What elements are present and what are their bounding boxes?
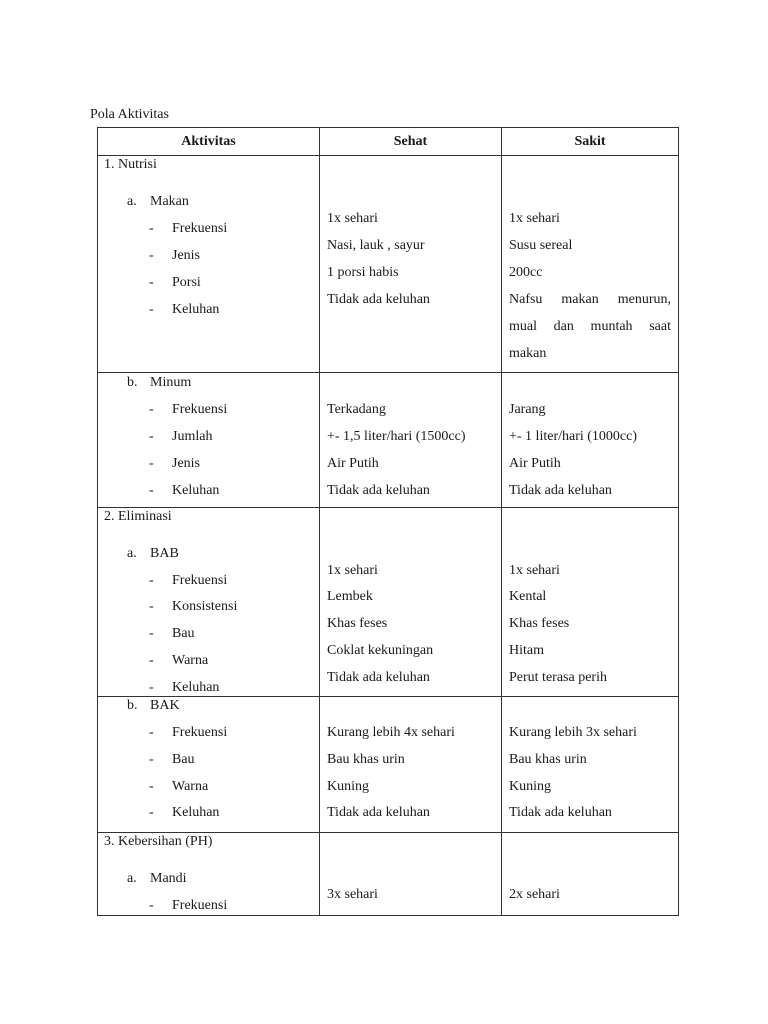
sakit-cell xyxy=(502,833,679,916)
sakit-value: Kental xyxy=(509,589,547,604)
dash: - xyxy=(149,626,154,641)
sakit-value: Hitam xyxy=(509,643,544,658)
sehat-value: 3x sehari xyxy=(327,887,378,902)
sub-label: BAB xyxy=(150,546,179,561)
sehat-value: Kuning xyxy=(327,779,369,794)
list-item: Warna xyxy=(172,779,209,794)
activity-cell xyxy=(98,156,320,373)
table-header-row xyxy=(98,128,679,156)
sakit-cell xyxy=(502,508,679,697)
dash: - xyxy=(149,456,154,471)
sehat-value: 1x sehari xyxy=(327,563,378,578)
header-sehat: Sehat xyxy=(320,128,502,156)
sakit-cell xyxy=(502,697,679,833)
sub-marker: a. xyxy=(127,194,137,209)
section-label: 2. Eliminasi xyxy=(104,509,172,524)
list-item: Jenis xyxy=(172,248,200,263)
sehat-value: +- 1,5 liter/hari (1500cc) xyxy=(327,429,466,444)
activity-cell xyxy=(98,697,320,833)
sakit-cell xyxy=(502,373,679,508)
sub-label: Minum xyxy=(150,375,192,390)
page-title: Pola Aktivitas xyxy=(90,107,169,122)
dash: - xyxy=(149,805,154,820)
dash: - xyxy=(149,680,154,695)
list-item: Frekuensi xyxy=(172,898,228,913)
list-item: Keluhan xyxy=(172,680,220,695)
list-item: Keluhan xyxy=(172,302,220,317)
sehat-value: Kurang lebih 4x sehari xyxy=(327,725,455,740)
table-row xyxy=(98,156,679,373)
section-label: 1. Nutrisi xyxy=(104,157,157,172)
dash: - xyxy=(149,402,154,417)
sehat-value: Tidak ada keluhan xyxy=(327,292,430,307)
dash: - xyxy=(149,653,154,668)
list-item: Bau xyxy=(172,626,195,641)
dash: - xyxy=(149,429,154,444)
dash: - xyxy=(149,221,154,236)
sehat-value: Nasi, lauk , sayur xyxy=(327,238,425,253)
list-item: Keluhan xyxy=(172,805,220,820)
sakit-value: makan xyxy=(509,346,547,361)
table-row xyxy=(98,373,679,508)
sub-marker: b. xyxy=(127,375,138,390)
dash: - xyxy=(149,302,154,317)
sehat-value: Terkadang xyxy=(327,402,386,417)
sehat-cell xyxy=(320,508,502,697)
sehat-value: Air Putih xyxy=(327,456,379,471)
sakit-value: Perut terasa perih xyxy=(509,670,607,685)
sub-marker: b. xyxy=(127,698,138,713)
sehat-value: Tidak ada keluhan xyxy=(327,805,430,820)
sehat-value: 1x sehari xyxy=(327,211,378,226)
table-row xyxy=(98,833,679,916)
sub-marker: a. xyxy=(127,546,137,561)
list-item: Keluhan xyxy=(172,483,220,498)
header-sakit: Sakit xyxy=(502,128,679,156)
sakit-value: Khas feses xyxy=(509,616,570,631)
list-item: Jenis xyxy=(172,456,200,471)
sakit-value: 200cc xyxy=(509,265,543,280)
sub-label: Mandi xyxy=(150,871,187,886)
dash: - xyxy=(149,483,154,498)
dash: - xyxy=(149,248,154,263)
sehat-value: Tidak ada keluhan xyxy=(327,483,430,498)
sehat-cell xyxy=(320,156,502,373)
sakit-value: Susu sereal xyxy=(509,238,573,253)
sehat-cell xyxy=(320,697,502,833)
list-item: Jumlah xyxy=(172,429,213,444)
list-item: Frekuensi xyxy=(172,221,228,236)
sakit-value: Air Putih xyxy=(509,456,561,471)
table-row xyxy=(98,697,679,833)
dash: - xyxy=(149,898,154,913)
sakit-value: Kuning xyxy=(509,779,551,794)
sehat-value: Tidak ada keluhan xyxy=(327,670,430,685)
sakit-value: Tidak ada keluhan xyxy=(509,805,612,820)
sehat-cell xyxy=(320,373,502,508)
sakit-cell xyxy=(502,156,679,373)
sakit-value: Bau khas urin xyxy=(509,752,587,767)
sakit-value: 2x sehari xyxy=(509,887,560,902)
dash: - xyxy=(149,779,154,794)
sakit-value: Nafsu makan menurun, xyxy=(509,292,671,307)
sub-marker: a. xyxy=(127,871,137,886)
list-item: Bau xyxy=(172,752,195,767)
dash: - xyxy=(149,599,154,614)
list-item: Konsistensi xyxy=(172,599,238,614)
sehat-value: Lembek xyxy=(327,589,373,604)
sakit-value: 1x sehari xyxy=(509,211,560,226)
list-item: Frekuensi xyxy=(172,725,228,740)
activity-pattern-table xyxy=(97,127,679,916)
sakit-value: 1x sehari xyxy=(509,563,560,578)
dash: - xyxy=(149,752,154,767)
dash: - xyxy=(149,725,154,740)
sehat-value: Coklat kekuningan xyxy=(327,643,434,658)
sakit-value: Jarang xyxy=(509,402,546,417)
activity-cell xyxy=(98,508,320,697)
activity-cell xyxy=(98,833,320,916)
list-item: Porsi xyxy=(172,275,201,290)
sehat-value: Khas feses xyxy=(327,616,388,631)
list-item: Warna xyxy=(172,653,209,668)
list-item: Frekuensi xyxy=(172,573,228,588)
sakit-value: mual dan muntah saat xyxy=(509,319,671,334)
sehat-value: 1 porsi habis xyxy=(327,265,399,280)
sub-label: BAK xyxy=(150,698,180,713)
header-aktivitas: Aktivitas xyxy=(98,128,320,156)
sakit-value: +- 1 liter/hari (1000cc) xyxy=(509,429,638,444)
dash: - xyxy=(149,275,154,290)
table-row xyxy=(98,508,679,697)
activity-cell xyxy=(98,373,320,508)
sakit-value: Kurang lebih 3x sehari xyxy=(509,725,637,740)
sub-label: Makan xyxy=(150,194,189,209)
dash: - xyxy=(149,573,154,588)
sehat-value: Bau khas urin xyxy=(327,752,405,767)
section-label: 3. Kebersihan (PH) xyxy=(104,834,213,849)
list-item: Frekuensi xyxy=(172,402,228,417)
sakit-value: Tidak ada keluhan xyxy=(509,483,612,498)
sehat-cell xyxy=(320,833,502,916)
